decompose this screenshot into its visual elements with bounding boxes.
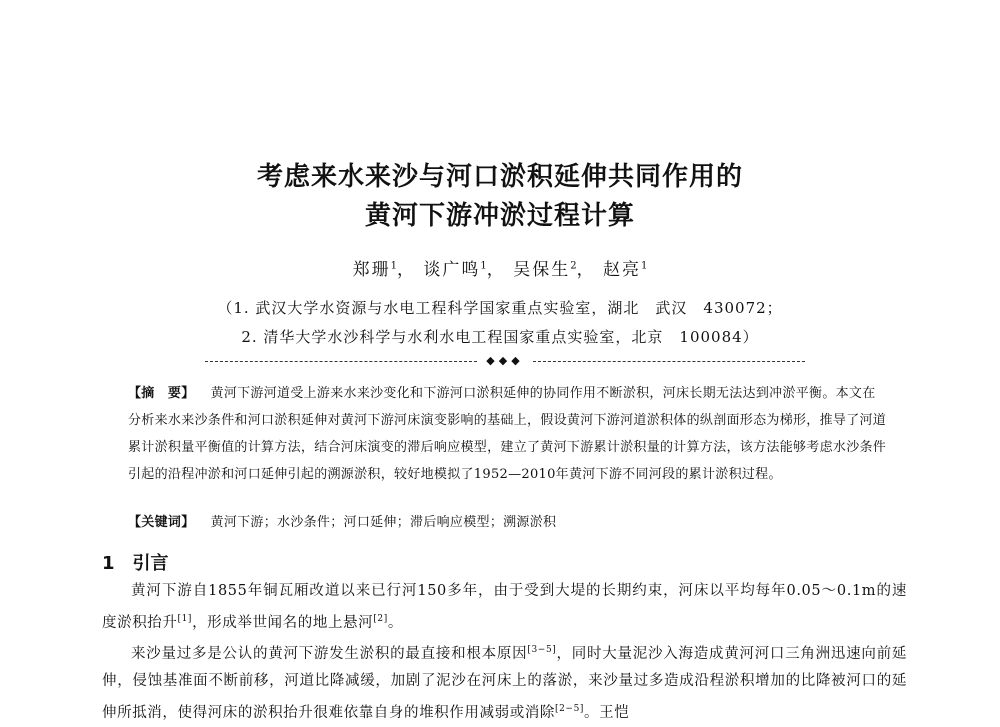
author-affiliation-mark: 1: [480, 260, 487, 272]
author-affiliation-mark: 2: [570, 260, 577, 272]
citation-ref[interactable]: [1]: [177, 613, 193, 624]
author-list: [0, 255, 1000, 280]
divider-line-left: [205, 361, 477, 362]
citation-ref[interactable]: [2]: [373, 613, 388, 624]
affiliation-line-1: （1. 武汉大学水资源与水电工程科学国家重点实验室，湖北 武汉 430072；: [217, 299, 783, 317]
author-name: 谈广鸣: [423, 260, 481, 280]
citation-ref[interactable]: [3−5]: [527, 644, 557, 655]
author-affiliation-mark: 1: [390, 260, 398, 272]
section-title: 引言: [132, 553, 169, 574]
abstract-block: [128, 380, 888, 488]
divider-line-right: [533, 361, 805, 362]
citation-ref[interactable]: [2−5]: [555, 703, 585, 714]
paper-title-line-2: 黄河下游冲淤过程计算: [364, 201, 635, 231]
paragraph-text: 来沙量过多是公认的黄河下游发生淤积的最直接和根本原因: [131, 645, 528, 662]
keywords-block: [128, 509, 888, 536]
paragraph-text: ，形成举世闻名的地上悬河: [192, 614, 374, 631]
abstract-text: 黄河下游河道受上游来水来沙变化和下游河口淤积延伸的协同作用不断淤积，河床长期无法达到冲淤平衡。本文在分析来水来沙条件和河口淤积延伸对黄河下游河床演变影响的基础上，假设黄河下游河道淤积体的纵剖面形态为梯形，推导了河道累计淤积量平衡值的计算方法，结合河床演变的滞后响应模型，建立了黄河下游累计淤积量的计算方法，该方法能够考虑水沙条件引起的沿程冲淤和河口延伸引起的溯源淤积，较好地模拟了1952—2010年黄河下游不同河段的累计淤积过程。: [128, 386, 887, 482]
author-separator: ，: [576, 260, 596, 280]
section-number: 1: [102, 553, 115, 574]
keywords-label: 【关键词】: [128, 515, 195, 530]
author-name: 吴保生: [513, 260, 571, 280]
diamond-ornament-icon: ◆◆◆: [486, 354, 524, 367]
paragraph-text: ，同时大量泥沙入海造成黄河河口三角洲迅速向前延伸，侵蚀基准面不断前移，河道比降减缓，加剧了泥沙在河床上的落淤，来沙量过多造成沿程淤积增加的比降被河口的延伸所抵消，使得河床的淤积抬升很难依靠自身的堆积作用减弱或消除: [102, 645, 907, 721]
abstract-label: 【摘 要】: [128, 386, 195, 401]
body-text: [102, 578, 907, 727]
author-name: 赵亮: [602, 260, 641, 280]
author-name: 郑珊: [352, 260, 391, 280]
paragraph-text: 黄河下游自1855年铜瓦厢改道以来已行河150多年，由于受到大堤的长期约束，河床以平均每年0.05～0.1m的速度淤积抬升: [102, 583, 907, 631]
keywords-text: 黄河下游；水沙条件；河口延伸；滞后响应模型；溯源淤积: [210, 515, 557, 530]
paragraph-text: 。王恺: [584, 704, 630, 721]
body-paragraph-1: [102, 578, 907, 637]
author-separator: ，: [486, 260, 506, 280]
body-paragraph-2: [102, 637, 907, 727]
section-divider: [205, 356, 805, 368]
author-affiliation-mark: 1: [640, 260, 648, 272]
author-separator: ，: [397, 260, 417, 280]
section-heading: [102, 549, 169, 575]
paper-title-line-1: 考虑来水来沙与河口淤积延伸共同作用的: [256, 162, 743, 192]
paragraph-text: 。: [387, 614, 403, 631]
affiliation-line-2: 2. 清华大学水沙科学与水利水电工程国家重点实验室，北京 100084）: [241, 328, 759, 346]
